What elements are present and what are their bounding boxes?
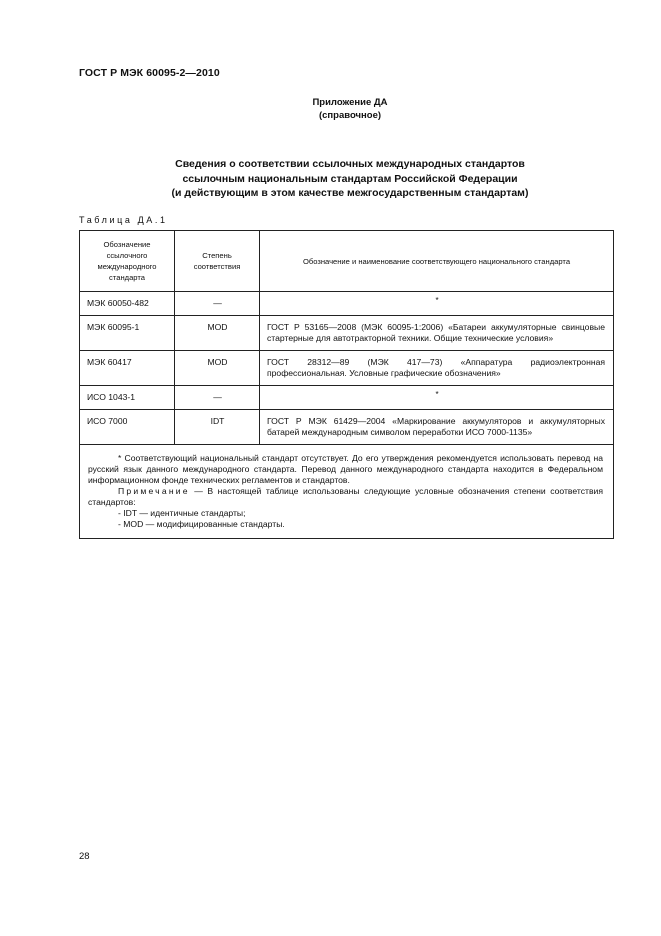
cell-degree: IDT <box>175 410 260 445</box>
header-national-standard: Обозначение и наименование соответствующего национального стандарта <box>260 231 614 292</box>
cell-reference: ИСО 1043-1 <box>80 386 175 410</box>
table-row <box>80 351 614 386</box>
note <box>88 486 603 508</box>
main-title-line-1: Сведения о соответствии ссылочных международных стандартов <box>175 158 525 170</box>
table-row <box>80 292 614 316</box>
cell-national: ГОСТ Р 53165—2008 (МЭК 60095-1:2006) «Батареи аккумуляторные свинцовые стартерные для автотракторной техники. Общие технические условия» <box>260 316 614 351</box>
cell-national: * <box>260 292 614 316</box>
appendix-subtitle: (справочное) <box>318 110 382 121</box>
cell-reference: МЭК 60417 <box>80 351 175 386</box>
cell-degree: — <box>175 386 260 410</box>
main-title-line-3: (и действующим в этом качестве межгосударственным стандартам) <box>171 187 529 199</box>
appendix-heading <box>180 96 520 122</box>
header-degree: Степень соответствия <box>175 231 260 292</box>
note-item-mod: - MOD — модифицированные стандарты. <box>118 519 285 529</box>
note-item-idt: - IDT — идентичные стандарты; <box>118 508 246 518</box>
note-label: Примечание <box>118 486 190 496</box>
appendix-title: Приложение ДА <box>312 97 388 108</box>
cell-national: ГОСТ Р МЭК 61429—2004 «Маркирование аккумуляторов и аккумуляторных батарей международным символом переработки ИСО 7000-1135» <box>260 410 614 445</box>
cell-national: * <box>260 386 614 410</box>
footnote: * Соответствующий национальный стандарт отсутствует. До его утверждения рекомендуется использовать перевод на русский язык данного международного стандарта. Перевод данного международного стандарта находится в Федеральном информационном фонде технических регламентов и стандартов. <box>88 453 603 485</box>
table-notes-row <box>80 445 614 539</box>
table-caption: Таблица ДА.1 <box>79 215 168 225</box>
cell-degree: — <box>175 292 260 316</box>
page-number: 28 <box>79 851 90 862</box>
table-row <box>80 386 614 410</box>
cell-reference: ИСО 7000 <box>80 410 175 445</box>
table-row <box>80 316 614 351</box>
main-title <box>120 157 580 201</box>
table-row <box>80 410 614 445</box>
document-code: ГОСТ Р МЭК 60095-2—2010 <box>79 67 220 79</box>
cell-degree: MOD <box>175 351 260 386</box>
table-header-row <box>80 231 614 292</box>
table-notes <box>80 445 614 539</box>
cell-national: ГОСТ 28312—89 (МЭК 417—73) «Аппаратура радиоэлектронная профессиональная. Условные графические обозначения» <box>260 351 614 386</box>
main-title-line-2: ссылочным национальным стандартам Российской Федерации <box>182 172 518 185</box>
cell-reference: МЭК 60095-1 <box>80 316 175 351</box>
cell-degree: MOD <box>175 316 260 351</box>
note-text: — В настоящей таблице использованы следующие условные обозначения степени соответствия стандартов: <box>88 486 603 507</box>
cell-reference: МЭК 60050-482 <box>80 292 175 316</box>
correspondence-table <box>79 230 614 539</box>
header-reference-standard: Обозначение ссылочного международного стандарта <box>80 231 175 292</box>
